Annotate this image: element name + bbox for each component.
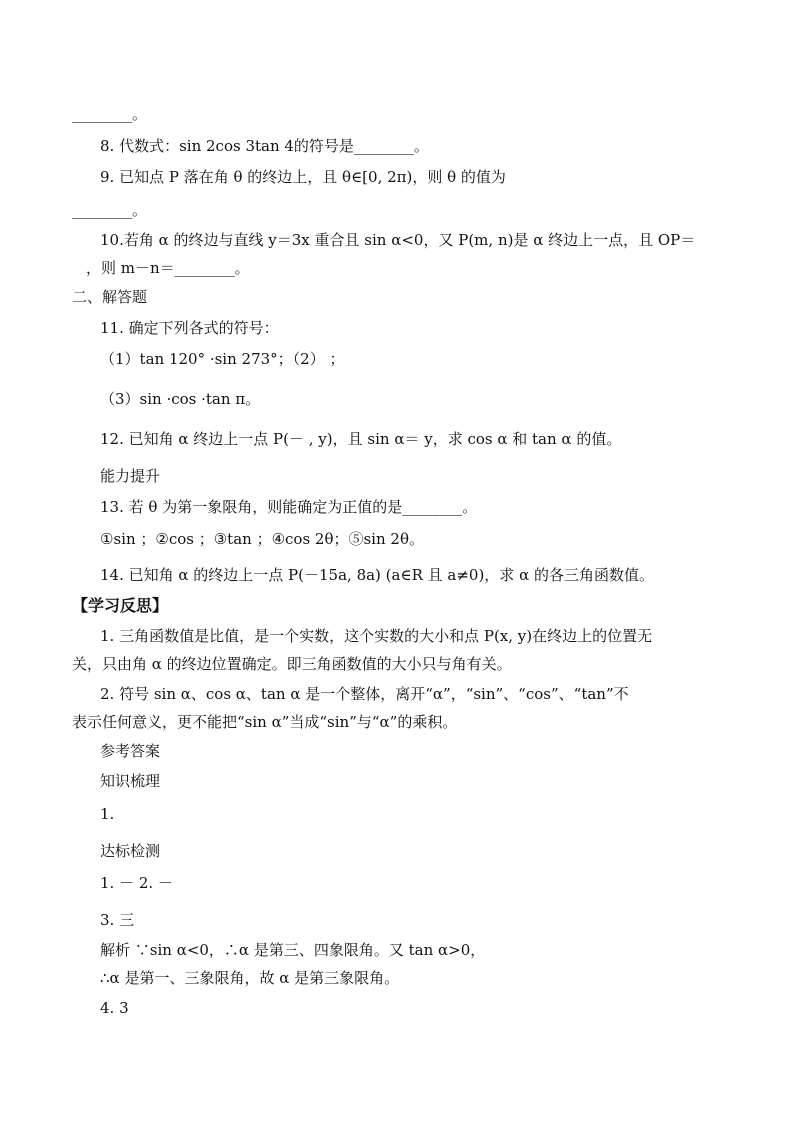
- answer-knowledge-1: 1.: [100, 805, 115, 823]
- section-heading-ability: 能力提升: [100, 467, 161, 485]
- section-heading-answers: 参考答案: [100, 742, 161, 760]
- answer-3-analysis-cont: ∴α 是第一、三象限角，故 α 是第三象限角。: [100, 969, 400, 987]
- section-heading-reflection: 【学习反思】: [72, 596, 169, 615]
- question-11-part-3: （3）sin ·cos ·tan π。: [100, 390, 261, 408]
- line-blank-9: ________。: [72, 201, 148, 219]
- reflection-1-cont: 关，只由角 α 的终边位置确定。即三角函数值的大小只与角有关。: [72, 655, 512, 673]
- line-blank-7: ________。: [72, 105, 148, 123]
- section-heading-solve: 二、解答题: [72, 288, 148, 306]
- section-heading-check: 达标检测: [100, 842, 161, 860]
- question-11: 11. 确定下列各式的符号：: [100, 319, 279, 337]
- reflection-1: 1. 三角函数值是比值，是一个实数，这个实数的大小和点 P(x, y)在终边上的位置无: [100, 627, 653, 645]
- question-14: 14. 已知角 α 的终边上一点 P(－15a, 8a) (a∈R 且 a≠0)，求 α 的各三角函数值。: [100, 566, 654, 584]
- answer-4: 4. 3: [100, 999, 129, 1017]
- answer-3: 3. 三: [100, 911, 135, 929]
- answer-3-analysis: 解析 ∵sin α<0，∴α 是第三、四象限角。又 tan α>0，: [100, 941, 486, 959]
- section-heading-knowledge: 知识梳理: [100, 772, 161, 790]
- question-9: 9. 已知点 P 落在角 θ 的终边上，且 θ∈[0, 2π)，则 θ 的值为: [100, 168, 506, 186]
- question-8: 8. 代数式：sin 2cos 3tan 4的符号是________。: [100, 137, 429, 155]
- question-11-part-1-2: （1）tan 120° ·sin 273°；（2） ；: [100, 350, 345, 368]
- reflection-2-cont: 表示任何意义，更不能把“sin α”当成“sin”与“α”的乘积。: [72, 713, 458, 731]
- answer-1-2: 1. － 2. －: [100, 874, 173, 892]
- question-12: 12. 已知角 α 终边上一点 P(－ , y)，且 sin α＝ y，求 cos α 和 tan α 的值。: [100, 430, 622, 448]
- question-10-cont: ，则 m－n＝________。: [86, 259, 250, 277]
- reflection-2: 2. 符号 sin α、cos α、tan α 是一个整体，离开“α”，“sin”、“cos”、“tan”不: [100, 685, 629, 703]
- question-10: 10.若角 α 的终边与直线 y＝3x 重合且 sin α<0，又 P(m, n)是 α 终边上一点，且 OP＝: [100, 231, 696, 249]
- question-13-options: ①sin ；②cos ；③tan ；④cos 2θ；⑤sin 2θ。: [100, 530, 424, 548]
- question-13: 13. 若 θ 为第一象限角，则能确定为正值的是________。: [100, 498, 478, 516]
